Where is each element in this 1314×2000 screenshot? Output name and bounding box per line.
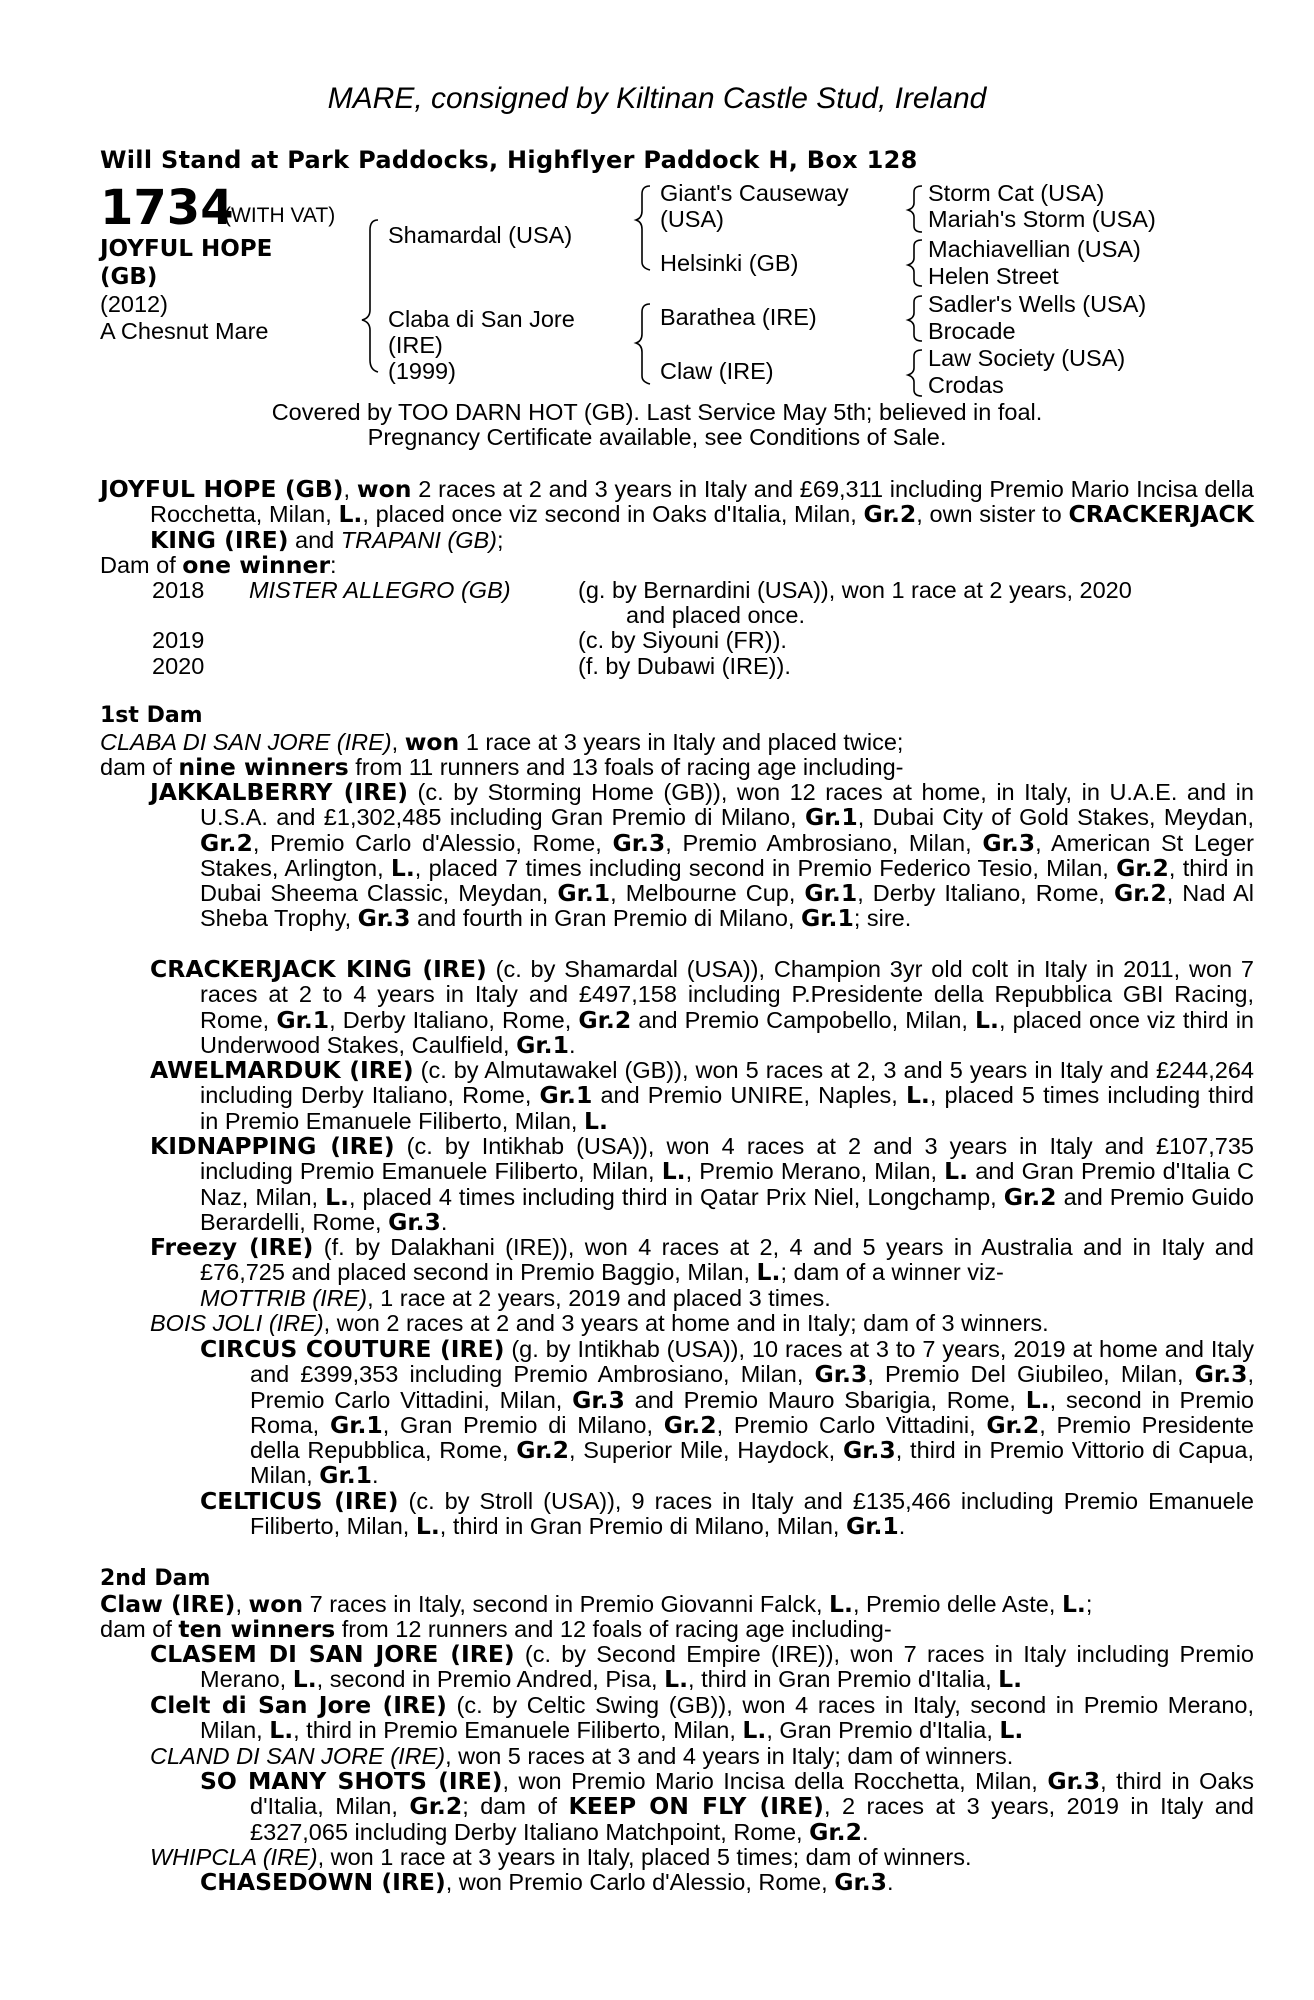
second-dam-entry-chasedown [200,1870,894,1895]
text: (c. by Second Empire (IRE)), won 7 races in Italy including Premio Merano, [200,1641,1254,1693]
text: , second in Premio Andred, Pisa, [316,1666,665,1693]
produce-details: (c. by Siyouni (FR)). [578,627,787,653]
sibling-name: CRACKERJACK KING (IRE) [150,500,1254,554]
pedigree-g4: Helen Street [928,263,1059,289]
text: ; [1085,1591,1093,1617]
text: and Premio UNIRE, Naples, [592,1082,906,1109]
pedigree-g6: Brocade [928,318,1016,344]
text: , Premio Presidente della Repubblica, Rome, [250,1411,1255,1464]
text: , Premio Merano, Milan, [685,1158,945,1185]
group-label: Gr.1 [516,1030,569,1059]
listed-label: L. [390,853,415,882]
progeny-name: Freezy (IRE) [150,1233,314,1261]
group-label: Gr.1 [804,803,858,832]
progeny-name: KEEP ON FLY (IRE) [568,1792,824,1821]
text: , 1 race at 2 years, 2019 and placed 3 times. [367,1285,831,1311]
second-dam-heading: 2nd Dam [100,1566,211,1591]
pedigree-g8: Crodas [928,372,1004,398]
text: (c. by Celtic Swing (GB)), won 4 races in Italy, second in Premio Merano, Milan, [200,1692,1254,1744]
first-dam-entry-jakkalberry [150,780,1254,932]
group-label: Gr.3 [982,828,1036,857]
pedigree-g3: Machiavellian (USA) [928,236,1141,262]
won-label: won [248,1590,304,1618]
text: and Gran Premio d'Italia C Naz, Milan, [200,1158,1254,1210]
text: , won 5 races at 3 and 4 years in Italy; dam of winners. [445,1743,1014,1769]
progeny-name: WHIPCLA (IRE) [150,1844,318,1870]
text: (c. by Storming Home (GB)), won 12 races at home, in Italy, in U.A.E. and in U.S.A. and £1,302,485 including Gran Premio di Milano, [200,779,1254,831]
text: , placed once viz third in Underwood Stakes, Caulfield, [200,1006,1255,1058]
pedigree-sire-sire-line1: Giant's Causeway [660,180,849,206]
pedigree-g5: Sadler's Wells (USA) [928,291,1147,317]
group-label: Gr.3 [357,904,411,933]
dam-name: Claw (IRE) [100,1590,236,1618]
text: ; dam of [462,1793,569,1820]
freezy-sub-entry [200,1286,831,1311]
group-label: Gr.1 [557,879,611,908]
text: (f. by Dalakhani (IRE)), won 4 races at 2, 4 and 5 years in Australia and in Italy and £76,725 and placed second in Premio Baggio, Milan, [200,1234,1254,1286]
group-label: Gr.1 [539,1081,593,1110]
group-label: Gr.3 [834,1868,887,1896]
listed-label: L. [661,1157,686,1186]
text: and Premio Campobello, Milan, [631,1006,976,1033]
pedigree-dam-sire: Barathea (IRE) [660,304,817,330]
progeny-name: MOTTRIB (IRE) [200,1285,368,1311]
horse-origin: (GB) [100,264,158,290]
group-label: Gr.3 [1194,1360,1248,1389]
listed-label: L. [999,1716,1024,1745]
text: , Derby Italiano, Rome, [329,1006,579,1033]
text: , Premio delle Aste, [852,1591,1062,1617]
text: , won Premio Mario Incisa della Rocchetta, Milan, [502,1768,1048,1794]
text: from 12 runners and 12 foals of racing age including- [335,1616,892,1642]
group-label: Gr.1 [801,904,854,933]
sibling-name: TRAPANI (GB) [340,526,497,553]
text: (c. by Shamardal (USA)), Champion 3yr old colt in Italy in 2011, won 7 races at 2 to 4 years in Italy and £497,158 including P.Presidente della Repubblica GBI Racing, Rome, [200,956,1254,1033]
progeny-name: CLASEM DI SAN JORE (IRE) [150,1640,515,1668]
produce-name: MISTER ALLEGRO (GB) [249,577,511,603]
listed-label: L. [292,1665,317,1694]
text: , Premio Carlo Vittadini, Milan, [250,1361,1254,1413]
progeny-name: CRACKERJACK KING (IRE) [150,955,487,983]
listed-label: L. [975,1005,999,1034]
pedigree-g1: Storm Cat (USA) [928,180,1105,206]
group-label: Gr.3 [814,1360,868,1389]
first-dam-entry-circus-couture [200,1337,1254,1489]
text: , second in Premio Roma, [250,1386,1254,1438]
text: , Premio Carlo d'Alessio, Rome, [252,829,613,856]
listed-label: L. [742,1716,767,1745]
text: , won 2 races at 2 and 3 years at home and in Italy; dam of 3 winners. [323,1310,1049,1336]
produce-year: 2020 [152,653,205,679]
winners-count: nine winners [178,753,349,781]
group-label: Gr.2 [516,1436,570,1465]
progeny-name: SO MANY SHOTS (IRE) [200,1767,503,1795]
stand-location: Will Stand at Park Paddocks, Highflyer Paddock H, Box 128 [100,146,918,174]
progeny-name: Clelt di San Jore (IRE) [150,1691,447,1719]
pedigree-brackets [0,0,1314,400]
text: , 2 races at 3 years, 2019 in Italy and £327,065 including Derby Italiano Matchpoint, Rome, [250,1793,1254,1845]
text: , placed 5 times including third in Premio Emanuele Filiberto, Milan, [200,1082,1254,1134]
won-label: won [356,475,412,503]
listed-label: L. [269,1716,294,1745]
page-title: MARE, consigned by Kiltinan Castle Stud, Ireland [327,82,987,115]
text: , Dubai City of Gold Stakes, Meydan, [857,804,1254,831]
group-label: Gr.2 [663,1410,717,1439]
first-dam-entry-awelmarduk [150,1058,1254,1134]
text: and [288,526,341,553]
progeny-name: CIRCUS COUTURE (IRE) [200,1335,505,1363]
text: from 11 runners and 13 foals of racing age including- [348,754,904,780]
group-label: Gr.1 [804,879,858,908]
group-label: Gr.3 [1047,1767,1101,1795]
text: and Premio Mauro Sbarigia, Rome, [624,1386,1026,1413]
second-dam-entry-clelt [150,1693,1254,1744]
listed-label: L. [664,1665,689,1694]
text: Dam of [100,552,183,578]
text: ; sire. [853,905,912,932]
progeny-name: BOIS JOLI (IRE) [150,1310,324,1336]
first-dam-entry-kidnapping [150,1134,1254,1235]
first-dam-line: CLABA DI SAN JORE (IRE), won 1 race at 3 years in Italy and placed twice; [100,728,904,756]
group-label: Gr.2 [1116,853,1169,882]
pedigree-g2: Mariah's Storm (USA) [928,206,1156,232]
listed-label: L. [338,500,363,529]
dam-name: CLABA DI SAN JORE (IRE) [100,729,392,755]
first-dam-entry-celticus [200,1489,1254,1540]
pedigree-dam-line1: Claba di San Jore [388,306,575,332]
progeny-name: KIDNAPPING (IRE) [150,1132,395,1160]
group-label: Gr.1 [319,1461,373,1490]
text: and Premio Guido Berardelli, Rome, [200,1183,1254,1235]
listed-label: L. [756,1258,781,1287]
group-label: Gr.3 [572,1385,625,1414]
text: dam of [100,754,179,780]
pedigree-dam-line2: (IRE) [388,332,443,358]
listed-label: L. [944,1157,969,1186]
won-label: won [404,728,460,756]
second-dam-entry-cland [150,1744,1013,1769]
text: , American St Leger Stakes, Arlington, [200,829,1254,881]
first-dam-entry-crackerjack [150,957,1254,1058]
group-label: Gr.3 [842,1436,896,1465]
text: , placed 4 times including third in Qatar Prix Niel, Longchamp, [348,1183,1004,1210]
horse-description: A Chesnut Mare [100,318,269,344]
produce-details: (g. by Bernardini (USA)), won 1 race at 2 years, 2020 [578,577,1132,603]
text: . [898,1513,906,1540]
lot-number: 1734 [100,180,234,236]
progeny-name: CHASEDOWN (IRE) [200,1868,446,1896]
text: . [887,1869,894,1895]
vat-note: (WITH VAT) [224,204,336,227]
first-dam-entry-bois-joli [150,1311,1049,1336]
text: . [568,1031,576,1058]
covered-line-1: Covered by TOO DARN HOT (GB). Last Service May 5th; believed in foal. [271,399,1043,425]
progeny-name: CLAND DI SAN JORE (IRE) [150,1743,446,1769]
covered-line-2: Pregnancy Certificate available, see Conditions of Sale. [367,424,947,450]
text: , Premio Del Giubileo, Milan, [867,1361,1195,1388]
group-label: Gr.2 [200,828,253,857]
produce-details-cont: and placed once. [626,602,806,628]
group-label: Gr.2 [809,1817,862,1846]
second-dam-of-line [100,1617,892,1642]
second-dam-entry-whipcla [150,1845,972,1870]
text: (c. by Stroll (USA)), 9 races in Italy and £135,466 including Premio Emanuele Filiberto, Milan, [250,1488,1254,1540]
text: , won Premio Carlo d'Alessio, Rome, [445,1869,835,1895]
text: , Gran Premio d'Italia, [766,1717,1000,1744]
text: , third in Dubai Sheema Classic, Meydan, [200,854,1254,907]
produce-details: (f. by Dubawi (IRE)). [578,653,791,679]
pedigree-sire: Shamardal (USA) [388,222,573,248]
text: , Premio Ambrosiano, Milan, [665,829,983,856]
text: ; [497,526,504,553]
text: , third in Premio Vittorio di Capua, Milan, [250,1437,1254,1489]
text: , Derby Italiano, Rome, [857,880,1114,907]
text: , Superior Mile, Haydock, [569,1437,843,1464]
group-label: Gr.3 [612,828,666,857]
group-label: Gr.2 [578,1005,632,1034]
text: . [440,1208,448,1235]
pedigree-dam-line3: (1999) [388,358,456,384]
horse-year: (2012) [100,291,168,317]
text: . [861,1818,869,1845]
second-dam-line: Claw (IRE), won 7 races in Italy, second in Premio Giovanni Falck, L., Premio delle Aste, L.; [100,1590,1093,1618]
group-label: Gr.2 [986,1410,1040,1439]
group-label: Gr.3 [388,1207,441,1236]
text: , third in Gran Premio di Milano, Milan, [439,1513,846,1540]
pedigree-sire-dam: Helsinki (GB) [660,250,799,276]
dam-of-line [100,553,337,578]
group-label: Gr.1 [845,1512,899,1541]
pedigree-g7: Law Society (USA) [928,345,1126,371]
listed-label: L. [325,1182,349,1211]
progeny-name: CELTICUS (IRE) [200,1487,399,1515]
horse-name: JOYFUL HOPE [100,236,273,262]
pedigree-sire-sire-line2: (USA) [660,206,724,232]
listed-label: L. [1061,1590,1086,1618]
text: , third in Oaks d'Italia, Milan, [250,1768,1254,1820]
first-dam-heading: 1st Dam [100,703,203,728]
text: , won 1 race at 3 years in Italy, placed 5 times; dam of winners. [317,1844,972,1870]
produce-year: 2018 [152,577,205,603]
text: . [372,1462,379,1489]
text: 1 race at 3 years in Italy and placed twice; [459,729,904,755]
group-label: Gr.2 [1003,1182,1057,1211]
listed-label: L. [905,1081,930,1110]
produce-year: 2019 [152,627,205,653]
first-dam-entry-freezy [150,1235,1254,1286]
text: 7 races in Italy, second in Premio Giovanni Falck, [303,1591,830,1617]
text: and fourth in Gran Premio di Milano, [410,905,802,932]
text: , Nad Al Sheba Trophy, [200,880,1254,932]
text: : [330,552,337,578]
text: , own sister to [916,501,1069,528]
text: , third in Gran Premio d'Italia, [688,1666,999,1693]
winners-count: one winner [182,551,331,579]
second-dam-entry-clasem [150,1642,1254,1693]
progeny-name: AWELMARDUK (IRE) [150,1056,414,1084]
text: dam of [100,1616,179,1642]
listed-label: L. [829,1590,853,1618]
group-label: Gr.2 [409,1792,463,1821]
group-label: Gr.2 [1113,879,1167,908]
second-dam-entry-so-many-shots [200,1769,1254,1845]
text: , Gran Premio di Milano, [382,1411,664,1438]
group-label: Gr.1 [276,1005,330,1034]
text: (c. by Intikhab (USA)), won 4 races at 2 and 3 years in Italy and £107,735 including Premio Emanuele Filiberto, Milan, [200,1133,1254,1185]
group-label: Gr.1 [329,1410,383,1439]
text: (g. by Intikhab (USA)), 10 races at 3 to 7 years, 2019 at home and Italy and £399,353 including Premio Ambrosiano, Milan, [250,1336,1254,1388]
winners-count: ten winners [178,1615,336,1643]
text: (c. by Almutawakel (GB)), won 5 races at 2, 3 and 5 years in Italy and £244,264 including Derby Italiano, Rome, [200,1057,1254,1109]
progeny-name: JAKKALBERRY (IRE) [150,778,408,806]
horse-name-bold: JOYFUL HOPE (GB) [100,475,344,503]
listed-label: L. [1025,1385,1050,1414]
text: , third in Premio Emanuele Filiberto, Milan, [293,1717,743,1744]
listed-label: L. [415,1512,440,1541]
group-label: Gr.2 [863,500,917,529]
text: , Premio Carlo Vittadini, [716,1411,987,1438]
first-dam-of-line [100,755,904,780]
pedigree-dam-dam: Claw (IRE) [660,358,774,384]
text: , placed once viz second in Oaks d'Italia, Milan, [362,501,864,528]
listed-label: L. [998,1665,1023,1694]
text: , Melbourne Cup, [610,880,805,907]
text: , placed 7 times including second in Premio Federico Tesio, Milan, [414,854,1117,881]
text: ; dam of a winner viz- [780,1259,1004,1286]
listed-label: L. [584,1106,608,1135]
text: 2 races at 2 and 3 years in Italy and £69,311 including Premio Mario Incisa della Rocchetta, Milan, [150,476,1255,528]
main-horse-paragraph: JOYFUL HOPE (GB), won 2 races at 2 and 3 years in Italy and £69,311 including Premio Mario Incisa della Rocchetta, Milan, L., placed once viz second in Oaks d'Italia, Milan, Gr.2, own sister to CRACKERJACK KING (IRE) and TRAPANI (GB); [100,475,1255,554]
